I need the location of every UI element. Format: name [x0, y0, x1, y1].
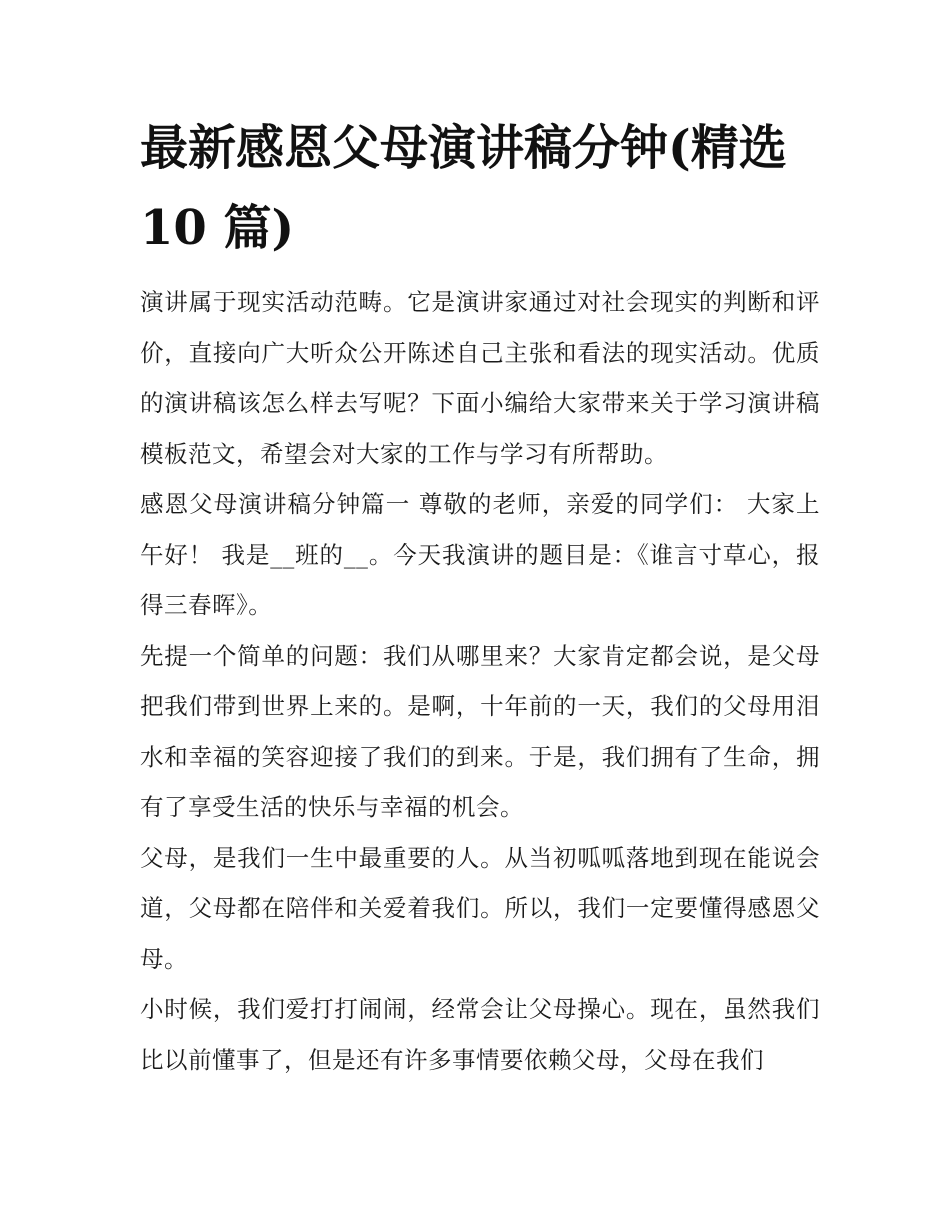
- document-body: [140, 277, 820, 1085]
- paragraph-parents-importance: 父母，是我们一生中最重要的人。从当初呱呱落地到现在能说会道，父母都在陪伴和关爱着我们。所以，我们一定要懂得感恩父母。: [140, 843, 820, 973]
- paragraph-greeting: 感恩父母演讲稿分钟篇一 尊敬的老师，亲爱的同学们： 大家上午好！ 我是__班的__。今天我演讲的题目是：《谁言寸草心，报得三春晖》。: [140, 490, 820, 619]
- paragraph-childhood: 小时候，我们爱打打闹闹，经常会让父母操心。现在，虽然我们比以前懂事了，但是还有许多事情要依赖父母，父母在我们: [140, 995, 820, 1074]
- document-title: 最新感恩父母演讲稿分钟(精选 10 篇): [140, 120, 787, 256]
- paragraph-intro: 演讲属于现实活动范畴。它是演讲家通过对社会现实的判断和评价，直接向广大听众公开陈述自己主张和看法的现实活动。优质的演讲稿该怎么样去写呢？下面小编给大家带来关于学习演讲稿模板范文，希望会对大家的工作与学习有所帮助。: [140, 288, 820, 468]
- paragraph-origin: 先提一个简单的问题：我们从哪里来？大家肯定都会说，是父母把我们带到世界上来的。是啊，十年前的一天，我们的父母用泪水和幸福的笑容迎接了我们的到来。于是，我们拥有了生命，拥有了享受生活的快乐与幸福的机会。: [140, 641, 820, 821]
